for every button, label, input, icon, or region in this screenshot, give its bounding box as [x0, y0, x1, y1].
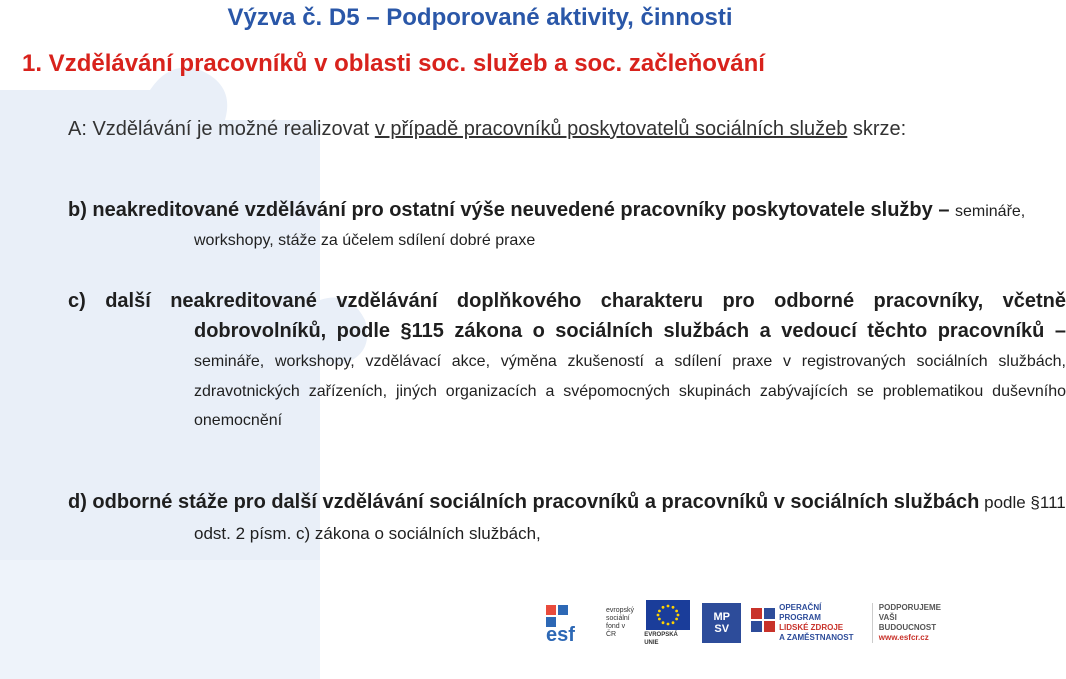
item-c-normal: semináře, workshopy, vzdělávací akce, výměna zkušeností a sdílení praxe v registrovaných sociálních službách, zdravotnických zařízeních, jiných organizacích a svépomocných skupinách zabývajících se problematikou duševního onemocnění — [194, 353, 1066, 429]
op-mark-icon — [751, 608, 775, 638]
item-b-bold: b) neakreditované vzdělávání pro ostatní výše neuvedené pracovníky poskytovatele služby – — [68, 199, 955, 221]
item-b-normal: semináře, workshopy, stáže za účelem sdílení dobré praxe — [194, 203, 1026, 249]
intro-underlined: v případě pracovníků poskytovatelů sociálních služeb — [374, 118, 848, 140]
op-logo — [751, 603, 862, 643]
intro-suffix: skrze: — [847, 118, 907, 140]
item-d — [68, 487, 1066, 549]
eu-text: EVROPSKÁ UNIE — [644, 631, 678, 646]
esf-text: evropský sociální fond v ČR — [606, 607, 635, 638]
mpsv-logo: MP SV — [702, 603, 741, 643]
eu-logo — [644, 600, 692, 647]
item-c-bold: c) další neakreditované vzdělávání doplňkového charakteru pro odborné pracovníky, včetně dobrovolníků, podle §115 zákona o sociálních službách a vedoucí těchto pracovníků – — [68, 290, 1066, 342]
eu-flag-icon — [646, 600, 690, 630]
logo-strip — [544, 600, 954, 646]
intro-paragraph — [68, 115, 948, 143]
op-text: OPERAČNÍ PROGRAM LIDSKÉ ZDROJE A ZAMĚSTNANOST — [779, 603, 854, 642]
slide-subtitle: 1. Vzdělávání pracovníků v oblasti soc. služeb a soc. začleňování — [22, 50, 765, 77]
item-d-normal: podle §111 odst. 2 písm. c) zákona o sociálních službách, — [194, 493, 1066, 543]
slide-title: Výzva č. D5 – Podporované aktivity, činnosti — [227, 4, 733, 31]
item-b — [68, 196, 1066, 254]
item-c — [68, 287, 1066, 435]
esf-logo — [544, 603, 635, 646]
support-text: PODPORUJEME VAŠI BUDOUCNOST www.esfcr.cz — [872, 603, 954, 643]
item-d-bold: d) odborné stáže pro další vzdělávání sociálních pracovníků a pracovníků v sociálních službách — [68, 491, 980, 513]
esf-wordmark: esf — [546, 624, 575, 646]
esf-mark-icon — [544, 603, 602, 646]
intro-prefix: A: Vzdělávání je možné realizovat — [68, 118, 375, 140]
